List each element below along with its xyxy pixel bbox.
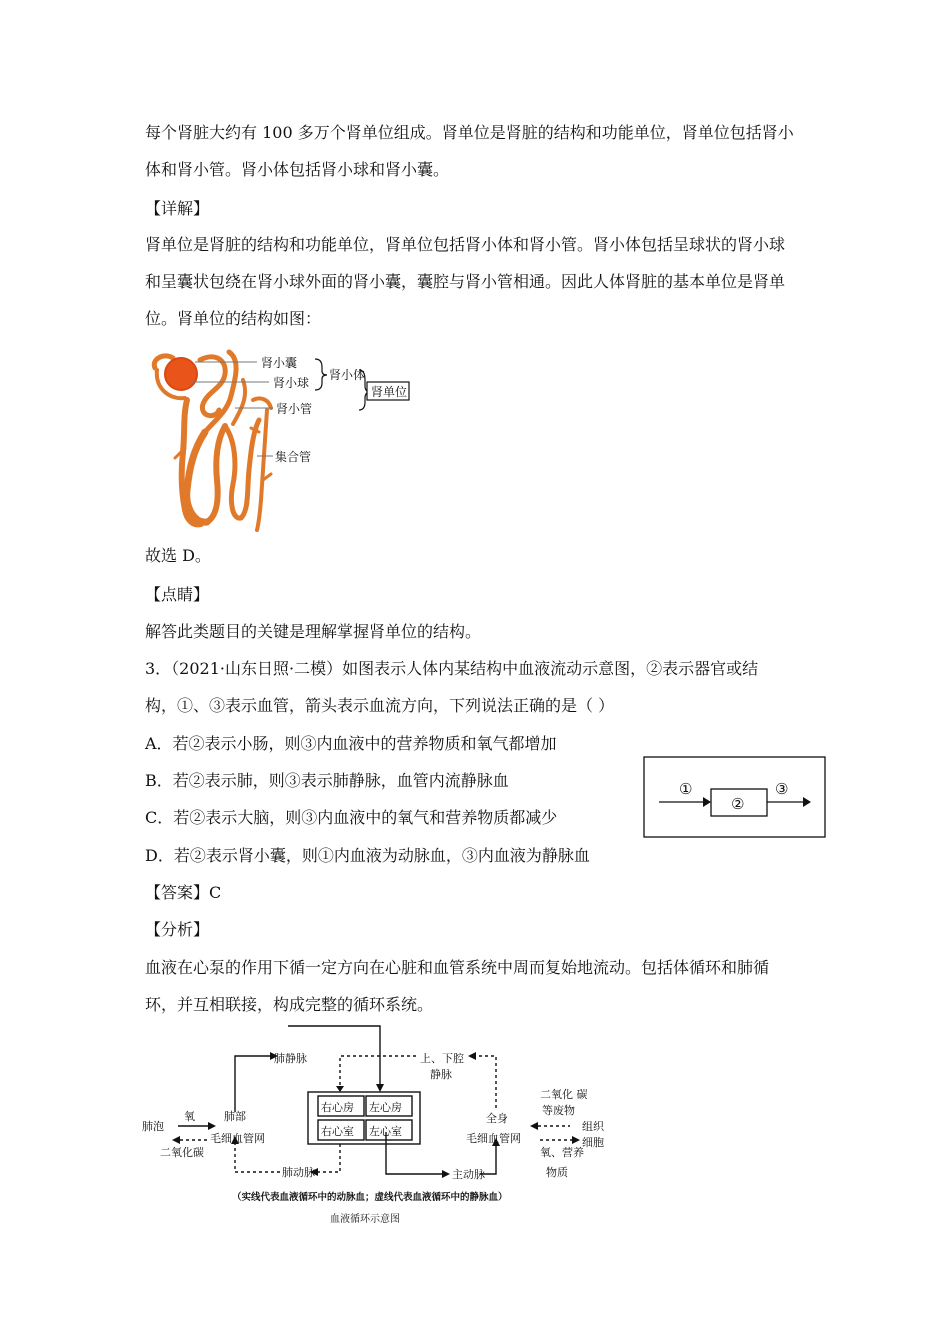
circulation-figure xyxy=(140,1022,620,1234)
label-vena-cava-1: 上、下腔 xyxy=(420,1052,464,1065)
label-tissue-2: 细胞 xyxy=(582,1136,604,1149)
corpuscle-brace xyxy=(315,359,327,390)
label-waste-2: 等废物 xyxy=(542,1104,575,1117)
pulmonary-artery-path xyxy=(318,1144,340,1172)
vena-cava-to-atrium-path xyxy=(340,1056,416,1086)
answer: 【答案】C xyxy=(145,883,222,902)
label-tissue-1: 组织 xyxy=(582,1120,604,1133)
label-collecting-duct: 集合管 xyxy=(275,450,312,464)
question-line-2: 构，①、③表示血管，箭头表示血流方向，下列说法正确的是（ ） xyxy=(145,696,615,715)
label-vena-cava-2: 静脉 xyxy=(430,1068,452,1081)
analysis-line-1: 血液在心泵的作用下循一定方向在心脏和血管系统中周而复始地流动。包括体循环和肺循 xyxy=(145,958,770,977)
arrowhead-right-atrium xyxy=(336,1086,344,1092)
label-nutrient-1: 氧、营养 xyxy=(540,1146,584,1159)
marker-2: ② xyxy=(731,795,745,813)
label-waste-1: 二氧化 碳 xyxy=(540,1088,588,1101)
label-aorta: 主动脉 xyxy=(452,1168,485,1181)
circulation-legend: （实线代表血液循环中的动脉血；虚线代表血液循环中的静脉血） xyxy=(232,1192,508,1203)
analysis-heading: 【分析】 xyxy=(145,920,210,939)
label-body-1: 全身 xyxy=(486,1112,508,1125)
label-pulmonary-vein: 肺静脉 xyxy=(274,1052,307,1065)
vena-cava-path xyxy=(476,1056,496,1108)
label-alveoli: 肺泡 xyxy=(142,1120,164,1133)
label-left-ventricle: 左心室 xyxy=(369,1125,402,1138)
detail-line-1: 肾单位是肾脏的结构和功能单位，肾单位包括肾小体和肾小管。肾小体包括呈球状的肾小球 xyxy=(145,235,786,254)
conclusion: 故选 D。 xyxy=(145,546,211,565)
label-right-atrium: 右心房 xyxy=(321,1101,354,1114)
pulmonary-vein-path xyxy=(235,1056,270,1112)
option-a: A．若②表示小肠，则③内血液中的营养物质和氧气都增加 xyxy=(145,734,557,753)
arrowhead-co2 xyxy=(172,1136,180,1144)
question-line-1: 3．（2021·山东日照·二模）如图表示人体内某结构中血液流动示意图，②表示器官或结 xyxy=(145,659,759,678)
marker-3: ③ xyxy=(775,780,789,798)
option-c: C．若②表示大脑，则③内血液中的氧气和营养物质都减少 xyxy=(145,808,558,827)
label-pulmonary-artery: 肺动脉 xyxy=(282,1166,315,1179)
label-lung-1: 肺部 xyxy=(224,1110,246,1123)
label-right-ventricle: 右心室 xyxy=(321,1125,354,1138)
pulmonary-artery-to-lung-path xyxy=(235,1144,280,1172)
point-text: 解答此类题目的关键是理解掌握肾单位的结构。 xyxy=(145,622,482,641)
nephron-figure xyxy=(145,340,420,535)
label-nutrient-2: 物质 xyxy=(546,1166,568,1179)
intro-line-2: 体和肾小管。肾小体包括肾小球和肾小囊。 xyxy=(145,160,450,179)
detail-heading: 【详解】 xyxy=(145,199,210,218)
analysis-line-2: 环，并互相联接，构成完整的循环系统。 xyxy=(145,995,434,1014)
label-nephron: 肾单位 xyxy=(371,385,408,399)
option-d: D．若②表示肾小囊，则①内血液为动脉血，③内血液为静脉血 xyxy=(145,846,590,865)
arrowhead-nutrient xyxy=(572,1136,580,1144)
aorta-path xyxy=(386,1132,442,1174)
marker-1: ① xyxy=(679,780,693,798)
label-capsule: 肾小囊 xyxy=(261,356,298,370)
nephron-illustration xyxy=(154,352,271,530)
arrowhead-left-atrium xyxy=(376,1084,384,1092)
label-oxygen: 氧 xyxy=(184,1110,195,1123)
arrowhead-vena-cava xyxy=(468,1052,476,1060)
circulation-caption: 血液循环示意图 xyxy=(330,1214,400,1225)
label-tubule: 肾小管 xyxy=(276,402,313,416)
arrowhead-oxygen xyxy=(208,1122,216,1130)
arrowhead-waste xyxy=(530,1122,538,1130)
label-corpuscle: 肾小体 xyxy=(329,368,366,382)
option-b: B．若②表示肺，则③表示肺静脉，血管内流静脉血 xyxy=(145,771,509,790)
label-glomerulus: 肾小球 xyxy=(273,376,310,390)
point-heading: 【点睛】 xyxy=(145,585,210,604)
label-lung-2: 毛细血管网 xyxy=(210,1132,265,1145)
label-co2: 二氧化碳 xyxy=(160,1146,204,1159)
flow-figure xyxy=(643,756,827,840)
intro-line-1: 每个肾脏大约有 100 多万个肾单位组成。肾单位是肾脏的结构和功能单位，肾单位包括肾小 xyxy=(145,123,794,142)
arrowhead-aorta xyxy=(442,1170,450,1178)
label-body-2: 毛细血管网 xyxy=(466,1132,521,1145)
detail-line-2: 和呈囊状包绕在肾小球外面的肾小囊，囊腔与肾小管相通。因此人体肾脏的基本单位是肾单 xyxy=(145,272,786,291)
detail-line-3: 位。肾单位的结构如图： xyxy=(145,309,322,328)
label-left-atrium: 左心房 xyxy=(369,1101,402,1114)
